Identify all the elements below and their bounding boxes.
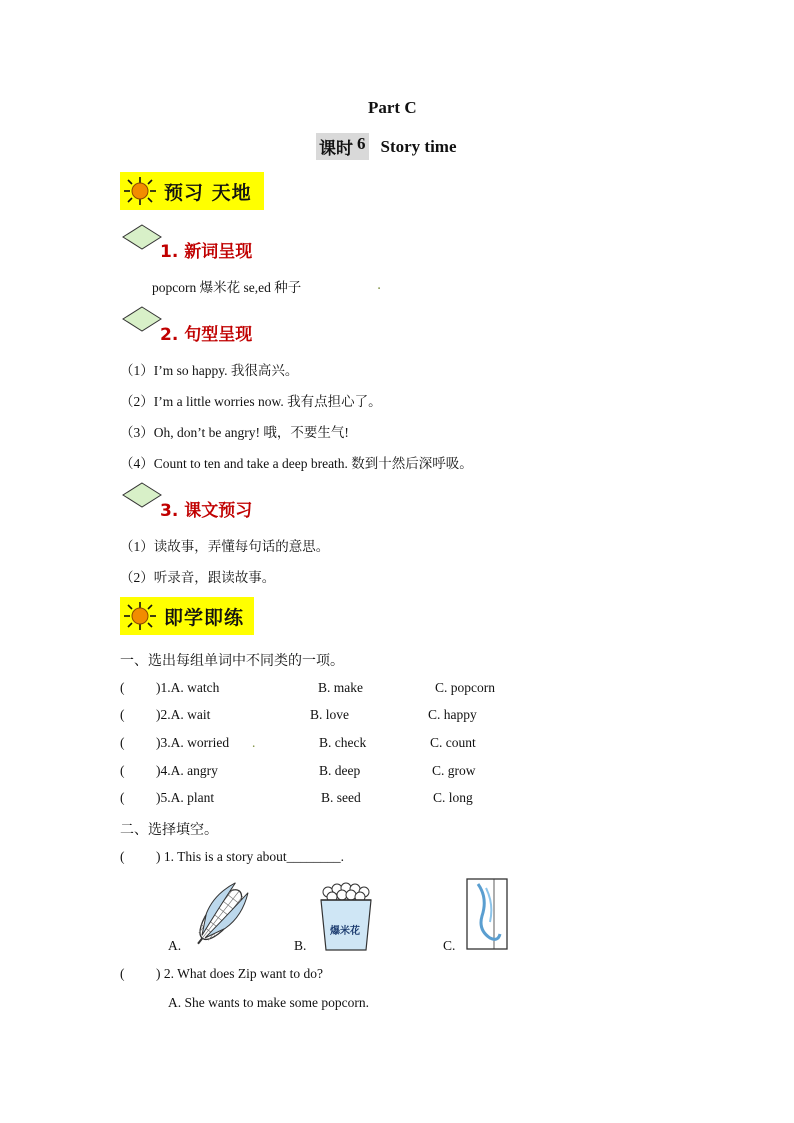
option-b: B. love <box>310 707 349 722</box>
answer-bracket[interactable]: ( <box>120 680 125 695</box>
corn-icon <box>186 873 258 953</box>
option-c: C. long <box>433 790 473 805</box>
section-2-heading: 2. 句型呈现 <box>160 325 253 345</box>
popcorn-bucket-icon <box>316 880 376 952</box>
answer-bracket[interactable]: ( <box>120 707 125 722</box>
popcorn-label: 爆米花 <box>330 926 360 937</box>
option-a: )3.A. worried <box>156 735 230 750</box>
lesson-label-box <box>316 133 369 160</box>
option-c: C. grow <box>432 763 476 778</box>
question-row <box>120 680 495 696</box>
section-1-heading: 1. 新词呈现 <box>160 242 253 262</box>
option-c-label: C. <box>443 938 456 953</box>
sun-icon <box>120 600 160 632</box>
part-2-title: 二、选择填空。 <box>120 822 218 838</box>
new-words-text: popcorn 爆米花 se,ed 种子 <box>152 280 302 295</box>
diamond-icon <box>122 482 162 508</box>
question-text: ) 2. What does Zip want to do? <box>156 966 323 981</box>
diamond-icon <box>122 306 162 332</box>
sun-icon <box>120 175 160 207</box>
lesson-header <box>316 133 457 160</box>
preview-task: （1）读故事，弄懂每句话的意思。 <box>120 539 330 554</box>
option-b: B. make <box>318 680 363 695</box>
answer-bracket[interactable]: ( <box>120 763 125 778</box>
option-a: )2.A. wait <box>156 707 211 722</box>
question-row <box>120 966 323 982</box>
question-row <box>120 707 477 723</box>
sentence-item: （1）I’m so happy. 我很高兴。 <box>120 363 299 378</box>
new-words <box>152 276 301 296</box>
option-a: )5.A. plant <box>156 790 215 805</box>
diamond-icon <box>122 224 162 250</box>
question-row <box>120 790 473 806</box>
option-c: C. happy <box>428 707 477 722</box>
stray-dot: . <box>377 278 382 293</box>
lesson-number: 6 <box>357 134 366 153</box>
option-a-label: A. <box>168 938 182 953</box>
option-b: B. check <box>319 735 367 750</box>
option-c: C. count <box>430 735 476 750</box>
option-b: B. deep <box>319 763 361 778</box>
answer-bracket[interactable]: ( <box>120 790 125 805</box>
preview-banner-label: 预习 天地 <box>164 181 252 204</box>
lesson-title: Story time <box>380 136 457 156</box>
practice-banner <box>120 597 254 635</box>
option-c: C. popcorn <box>435 680 495 695</box>
question-text: ) 1. This is a story about________. <box>156 849 344 864</box>
option-a: )1.A. watch <box>156 680 220 695</box>
seed-packet-icon <box>464 876 510 952</box>
preview-banner <box>120 172 264 210</box>
sentence-item: （2）I’m a little worries now. 我有点担心了。 <box>120 394 382 409</box>
sentence-item: （3）Oh, don’t be angry! 哦，不要生气! <box>120 425 349 440</box>
question-row <box>120 763 476 779</box>
question-row <box>120 849 344 865</box>
preview-task: （2）听录音，跟读故事。 <box>120 570 276 585</box>
sentence-item: （4）Count to ten and take a deep breath. 数到十然后深呼吸。 <box>120 456 473 471</box>
option-b-label: B. <box>294 938 307 953</box>
answer-option: A. She wants to make some popcorn. <box>168 995 369 1010</box>
option-b: B. seed <box>321 790 361 805</box>
option-a: )4.A. angry <box>156 763 218 778</box>
lesson-label: 课时 <box>319 139 353 159</box>
section-3-heading: 3. 课文预习 <box>160 501 253 521</box>
question-row <box>120 735 476 751</box>
page-title: Part C <box>368 98 417 117</box>
answer-bracket[interactable]: ( <box>120 849 125 864</box>
answer-bracket[interactable]: ( <box>120 966 125 981</box>
answer-bracket[interactable]: ( <box>120 735 125 750</box>
part-1-title: 一、选出每组单词中不同类的一项。 <box>120 653 344 669</box>
stray-dot: . <box>252 735 256 750</box>
practice-banner-label: 即学即练 <box>164 606 245 629</box>
